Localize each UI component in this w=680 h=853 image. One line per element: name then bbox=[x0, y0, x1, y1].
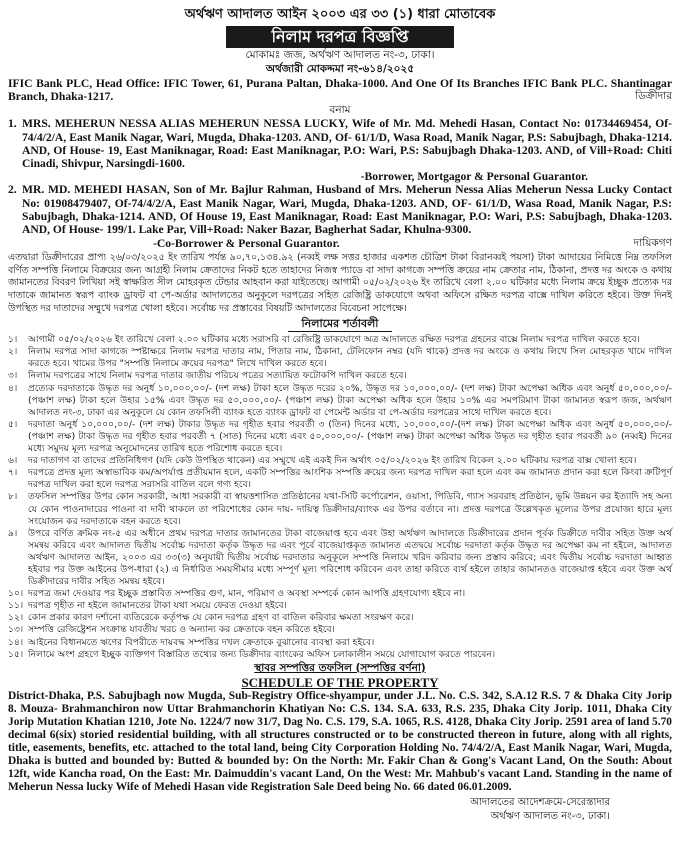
schedule-title: SCHEDULE OF THE PROPERTY bbox=[241, 674, 439, 690]
term-item bbox=[8, 491, 672, 527]
term-item bbox=[8, 455, 672, 467]
term-item bbox=[8, 649, 672, 661]
debtor-role: দায়িকগণ bbox=[633, 237, 672, 250]
versus-label: বনাম bbox=[329, 104, 351, 117]
term-number: ৪। bbox=[8, 382, 18, 394]
term-number: ১৫। bbox=[8, 648, 24, 660]
term-text: দরপত্রে প্রদত্ত মূল্য অস্বাভাবিক কম/অপর্যাপ্ত প্রতীয়মান হলে, একটি সম্পত্তির আংশিক সম্পত্তি ক্রয়ের জন্য দরপত্র দাখিল করা হলে এবং কম জামানত প্রদান করা হলে কিংবা ক্রটিপূর্ণ দরপত্র দাখিল করা হলে দরপত্র সরাসরি বাতিল বলে গণ্য হবে। bbox=[28, 467, 672, 491]
term-number: ১০। bbox=[8, 588, 24, 600]
term-text: কোন প্রকার কারণ দর্শানো ব্যতিরেকে কর্তৃপক্ষ যে কোন দরপত্র গ্রহণ বা বাতিল করিবার ক্ষমতা সংরক্ষণ করে। bbox=[28, 612, 414, 624]
defendant-2-role-row bbox=[8, 236, 672, 250]
term-text: দরপত্র গৃহীত না হইলে জামানতের টাকা যথা সময়ে ফেরত দেওয়া হইবে। bbox=[28, 600, 287, 612]
court-name: মোকামঃ জজ, অর্থঋণ আদালত নং-৩, ঢাকা। bbox=[245, 49, 435, 61]
term-number: ৯। bbox=[8, 527, 18, 539]
signature-block bbox=[8, 796, 610, 824]
signature-line-1: আদালতের আদেশক্রমে-সেরেস্তাদার bbox=[470, 796, 610, 808]
term-item bbox=[8, 612, 672, 624]
notice-title: নিলাম দরপত্র বিজ্ঞপ্তি bbox=[226, 26, 454, 48]
signature-line-2: অর্থঋণ আদালত নং-৩, ঢাকা। bbox=[490, 810, 610, 822]
terms-title: নিলামের শর্তাবলী bbox=[288, 317, 392, 332]
defendant-1-role: -Borrower, Mortgagor & Personal Guarantor. bbox=[360, 170, 588, 184]
term-text: তফসিল সম্পত্তির উপর কোন সরকারী, আধা সরকারী বা স্বায়ত্তশাসিত প্রতিষ্ঠানের যথা-সিটি কর্পোরেশন, ওয়াসা, পিডিবি, গ্যাস সরবরাহ প্রতিষ্ঠান, ভূমি উন্নয়ন কর ইত্যাদি সহ অন্য যে কোন পাওনাদারের পাওনা বা দাবী থাকলে তা পরিশোধের কোন দায়- দায়িত্ব ডিক্রীদার/ব্যাংক এর উপর বর্তাবে না। প্রদত্ত দরপত্রে উল্লেখকৃত মূল্যের উপর প্রযোজ্য হারে মূল্য সংযোজন কর দরদাতাকে বহন করতে হবে। bbox=[28, 491, 672, 527]
term-text: প্রত্যেক দরদাতাকে উদ্ধৃত দর অনুর্ধ ১০,০০০,০০/- (দশ লক্ষ) টাকা হলে উদ্ধৃত দরের ২০%, উদ্ধৃত দর ১০,০০০,০০/- (দশ লক্ষ) টাকা অপেক্ষা অধিক এবং অনুর্ধ ৫০,০০০,০০/-(পঞ্চাশ লক্ষ) টাকা হলে উহার ১৫% এবং উদ্ধৃত দর ৫০,০০০,০০/- (পঞ্চাশ লক্ষ) টাকা অপেক্ষা অধিক হলে উহার ১০% এর সমপরিমাণ টাকা জামানত স্বরূপ জজ, অর্থঋণ আদালত নং-৩, ঢাকা এর অনুকূলে যে কোন তফসিলী ব্যাংক হতে ব্যাংক ড্রাফট বা পেমেন্ট অর্ডার বা পে-অর্ডার দরপত্রের সাথে দাখিল করতে হবে। bbox=[28, 382, 672, 418]
term-text: আগামী ০৫/০২/২০২৬ ইং তারিখে বেলা ২.০০ ঘটিকার মধ্যে সরাসরি বা রেজিষ্ট্রি ডাকযোগে অত্র আদালতে রক্ষিত দরপত্র গ্রহনের বাক্সে নিলাম দরপত্র দাখিল করতে হবে। bbox=[28, 334, 640, 346]
term-number: ১১। bbox=[8, 600, 24, 612]
term-number: ৮। bbox=[8, 491, 18, 503]
case-number: অর্থজারী মোকদ্দমা নং-৬১৪/২০২৫ bbox=[265, 63, 415, 75]
term-number: ১৩। bbox=[8, 624, 24, 636]
terms-list bbox=[8, 334, 672, 661]
term-text: উপরে বর্ণিত ক্রমিক নং-৫ এর অধীনে প্রথম দরপত্র দাতার জামানতের টাকা বাজেয়াপ্ত হবে এবং উহা অর্থঋণ আদালতে ডিক্রীদারের প্রদান পূর্বক ডিক্রীতে দাবীর সহিত উক্ত অর্থ সমন্বয় করিবে এবং আদালত দ্বিতীয় সর্বোচ্চ দরদাতা কর্তৃক উদ্ধৃত দর এবং পূর্বে বাজেয়াপ্তকৃত জামানত এতদ্বয়ে সর্বোচ্চ দরদাতা কর্তৃক উদ্ধৃত দর অপেক্ষা কম না হইলে, আদালত অর্থঋণ আদালত আইন, ২০০৩ এর ৩৩(৩) অনুযায়ী দ্বিতীয় সর্বোচ্চ দরদাতার অনুকূলে সম্পত্তি নিলামে খরিদ করিবার জন্য প্রস্তাব করিবে; এবং দ্বিতীয় সর্বোচ্চ দরদাতা আহ্বত হইবার পর উক্ত আইনের উপ-ধারা (২) এ নির্ধারিত সময়সীমার মধ্যে সম্পূর্ণ মূল্য পরিশোধ করিবেন এবং তাহা করিতে ব্যর্থ হইলে তাহার জামানতও বাজেয়াপ্ত হইবে এবং উক্ত অর্থ ডিক্রীদারের দাবীর সহিত সমন্বয় হইবে। bbox=[28, 527, 672, 588]
term-item bbox=[8, 334, 672, 346]
defendant-2 bbox=[8, 183, 672, 236]
term-number: ১৪। bbox=[8, 636, 24, 648]
term-text: দরপত্র জমা দেওয়ার পর ইচ্ছুক প্রস্তাবিত সম্পত্তির গুণ, মান, পরিমাণ ও অবস্থা সম্পর্কে কোন আপত্তি গ্রহণযোগ্য হইবে না। bbox=[28, 588, 466, 600]
term-text: সম্পত্তি রেজিষ্ট্রেশন সংক্রান্ত যাবতীয় খরচ ও অন্যান্য কর ক্রেতাকে বহন করিতে হইবে। bbox=[28, 624, 335, 636]
defendant-text: MRS. MEHERUN NESSA ALIAS MEHERUN NESSA LUCKY, Wife of Mr. Md. Mehedi Hasan, Contact No: 01734469454, Of- 74/4/2/A, East Manik Nagar, Wari, Mugda, Dhaka-1203. AND, Of- 61/1/D, Wasa Road, Manik Nagar, P.S: Sabujbagh, Dhaka-1214. AND, Of House- 19, East Maniknagar, Road: East Maniknagar, P.O: Wari, P.S: Sabujbagh Dhaka-1203. AND, of Vill+Road: Chiti Cinadi, Shivpur, Narsingdi-1600. bbox=[22, 117, 672, 171]
term-item bbox=[8, 637, 672, 649]
term-text: নিলাম দরপত্র সাদা কাগজে স্পষ্টাক্ষরে নিলাম দরপত্র দাতার নাম, পিতার নাম, ঠিকানা, টেলিফোন নম্বর (যদি থাকে) প্রদত্ত দর অংকে ও কথায় লিখে সিল মোহরকৃত খামে দাখিল করতে হবে। খামের উপর "সম্পত্তি নিলামে ক্রয়ের দরপত্র" লিখে দাখিল করতে হবে। bbox=[28, 346, 672, 370]
defendant-text: MR. MD. MEHEDI HASAN, Son of Mr. Bajlur Rahman, Husband of Mrs. Meherun Nessa Alias Meherun Nessa Lucky Contact No: 01908479407, Of-74/4/2/A, East Manik Nagar, Wari, Mugda, Dhaka-1203. AND, OF- 61/1/D, Wasa Road, Manik Nagar, P.S: Sabujbagh, Dhaka-1214. AND, Of House 19, East Maniknagar, Road: East Maniknagar, P.O: Wari, P.S: Sabujbagh, Dhaka-1203. AND, Of House- 199/1. Lake Par, Vill+Road: Naker Bazar, Bagherhat Sadar, Khulna-9300. bbox=[22, 183, 672, 237]
term-item bbox=[8, 346, 672, 370]
defendant-number: 2. bbox=[8, 183, 17, 197]
term-number: ৩। bbox=[8, 370, 18, 382]
term-text: নিলাম দরপত্রের সাথে নিলাম দরপত্র দাতার জাতীয় পরিচয় পত্রের সত্যায়িত ফটোকপি দাখিল করতে হবে। bbox=[28, 370, 407, 382]
defendant-2-role: -Co-Borrower & Personal Guarantor. bbox=[153, 237, 340, 251]
plaintiff-role: ডিক্রীদার bbox=[635, 90, 672, 103]
schedule-title-bn: স্থাবর সম্পত্তির তফসিল (সম্পত্তির বর্ণনা) bbox=[254, 661, 426, 674]
term-item bbox=[8, 467, 672, 491]
term-number: ১২। bbox=[8, 612, 24, 624]
defendant-1 bbox=[8, 117, 672, 170]
term-item bbox=[8, 528, 672, 588]
term-number: ৬। bbox=[8, 455, 18, 467]
term-item bbox=[8, 588, 672, 600]
schedule-text: District-Dhaka, P.S. Sabujbagh now Mugda, Sub-Registry Office-shyampur, under J.L. No. C.S. 342, S.A.12 R.S. 7 & Dhaka City Jorip 8. Mouza- Brahmanchiron now Uttar Brahmanchorin Khatiyan No: C.S. 134. S.A. 633, R.S. 235, Dhaka City Jorip. 1011, Dhaka City Jorip Mutation Khatian 1210, Jote No. 1224/7 now 31/7, Dag No. C.S. 179, S.A. 1065, R.S. 4128, Dhaka City Jorip. 2591 area of land 5.70 decimal 6(six) storied residential building, with all structures constructed or to be constructed thereon in future, along with all rights, title, easements, benefits, etc. attached to the total land, being City Corporation Holding No. 74/4/2/A, East Manik Nagar, Wari, Mugda, Dhaka is butted and bounded by: Butted & bounded by: On the North: Mr. Fakir Chan & Gong's Vacant Land, On the South: About 12ft, wide Kancha road, On the East: Mr. Daimuddin's vacant Land, On the West: Mr. Mahbub's vacant Land. Standing in the name of Meherun Nessa lucky Wife of Mehedi Hasan vide Registration Sale Deed being No. 66 dated 06.01.2009. bbox=[8, 689, 672, 793]
term-text: দরদাতা অনুর্ধ ১০,০০০,০০/- (দশ লক্ষ) টাকার উদ্ধৃত দর গৃহীত হবার পরবর্তী ৩ (তিন) দিনের মধ্যে, ১০,০০০,০০/-(দশ লক্ষ) টাকা অপেক্ষা অধিক এবং অনুর্ধ ৫০,০০০,০০/- (পঞ্চাশ লক্ষ) টাকা উদ্ধৃত দর গৃহীত হবার পরবর্তী ৭ (সাত) দিনের মধ্যে এবং ৫০,০০০,০০/- (পঞ্চাশ লক্ষ) টাকা অপেক্ষা অধিক উদ্ধৃত দর গৃহীত হবার পরবর্তী ৯০ (নব্বই) দিনের মধ্যে সমুদয় মূল্য দরপত্র অনুমোদনের তারিখ হতে পরিশোধ করতে হবে। bbox=[28, 418, 672, 455]
term-number: ৫। bbox=[8, 418, 18, 430]
intro-paragraph: এতদ্বারা ডিক্রীদারের প্রাপ্য ২৬/০৩/২০২৫ ইং তারিখ পর্যন্ত ৯০,৭০,১৩৪.৯২ (নব্বই লক্ষ সত্তর হাজার একশত চৌত্রিশ টাকা বিরানব্বই পয়সা) টাকা আদায়ের নিমিত্তে নিম্ন তফসিল বর্ণিত সম্পত্তি নিলামে বিক্রয়ের জন্য আগ্রহী নিলাম ক্রেতাদের নিকট হতে তাহাদের নিজস্ব প্যাডে বা সাদা কাগজে সম্পত্তি ক্রয়ের নাম ক্রেতার নাম, ঠিকানা, প্রদত্ত দর অংকে ও কথায় জামানতের বিবরণ লিখিয়া সই স্বাক্ষরিত সীল মোহরকৃত টেন্ডার আহবান করা যাইতেছে। আগামী ০৫/০২/২০২৬ ইং তারিখে বেলা ২.০০ ঘটিকার মধ্যে নিলাম ক্রয়ে ইচ্ছুক প্রত্যেক দর দাতাকে জামানত স্বরূপ ব্যাংক ড্রাফট বা পে-অর্ডার আদালতের অনুকূলে দরপত্রের সহিত রেজিষ্ট্রি ডাকযোগে অথবা অফিসে রক্ষিত দরপত্র বাক্সে দাখিল করিতে হইবে। উক্ত দিনই উপস্থিত দর দাতাদের সম্মুখে দরপত্র খোলা হইবে। সর্বোচ্চ দর প্রস্তাবের বিষয়টি আদালতের বিবেচনা সাপেক্ষে। bbox=[8, 252, 672, 314]
auction-notice bbox=[8, 6, 672, 841]
plaintiff-text: IFIC Bank PLC, Head Office: IFIC Tower, 61, Purana Paltan, Dhaka-1000. And One Of Its Branches IFIC Bank PLC. Shantinagar Branch, Dhaka-1217. bbox=[8, 77, 672, 104]
term-item bbox=[8, 419, 672, 455]
term-number: ২। bbox=[8, 346, 18, 358]
term-text: দর দাতাগণ বা তাদের প্রতিনিধিগণ (যদি কেউ উপস্থিত থাকেন) এর সম্মুখে এই একই দিন অর্থাৎ ০৫/০২/২০২৬ ইং তারিখ বিকেল ২.০০ ঘটিকায় দরপত্র বাক্স খোলা হবে। bbox=[28, 455, 637, 467]
law-reference: অর্থঋণ আদালত আইন ২০০৩ এর ৩৩ (১) ধারা মোতাবেক bbox=[184, 7, 496, 22]
term-item bbox=[8, 383, 672, 419]
term-item bbox=[8, 600, 672, 612]
term-number: ৭। bbox=[8, 467, 18, 479]
term-number: ১। bbox=[8, 334, 18, 346]
defendant-number: 1. bbox=[8, 117, 17, 131]
term-item bbox=[8, 370, 672, 382]
term-text: আইনের বিধানমতে ঋণের বিপরীতে দায়বদ্ধ সম্পত্তির দখল ক্রেতাকে বুঝানোর ব্যবস্থা করা হইবে। bbox=[28, 636, 375, 648]
term-text: নিলামে অংশ গ্রহণে ইচ্ছুক ব্যক্তিগণ বিস্তারিত তথ্যের জন্য ডিক্রীদার ব্যাংকের অফিস চলাকালীন সময়ে যোগাযোগ করতে পারবেন। bbox=[28, 648, 496, 660]
term-item bbox=[8, 624, 672, 636]
